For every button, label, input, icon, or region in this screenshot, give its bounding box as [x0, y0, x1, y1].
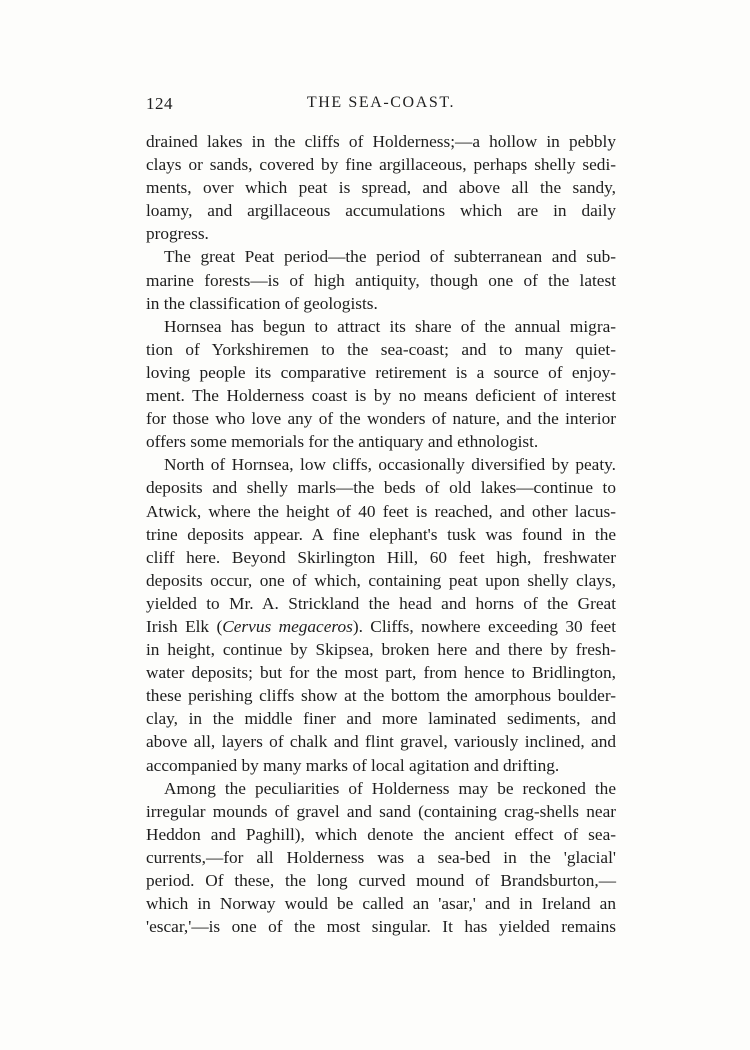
text-line: these perishing cliffs show at the bottom the amorphous boulder- — [146, 686, 616, 706]
text-line: above all, layers of chalk and flint gravel, variously inclined, and — [146, 732, 616, 752]
text-line: drained lakes in the cliffs of Holderness;—a hollow in pebbly — [146, 132, 616, 151]
text-fragment: Irish Elk ( — [146, 616, 223, 636]
text-line: clays or sands, covered by fine argillaceous, perhaps shelly sedi- — [146, 155, 616, 175]
page-number: 124 — [146, 94, 173, 113]
text-line: Among the peculiarities of Holderness may be reckoned the — [164, 778, 616, 798]
text-line: in the classification of geologists. — [146, 293, 378, 313]
page-title: THE SEA-COAST. — [306, 94, 456, 111]
text-line: clay, in the middle finer and more laminated sediments, and — [146, 709, 616, 729]
paragraph-1 — [146, 130, 616, 245]
paragraph-3 — [146, 315, 616, 454]
text-line: period. Of these, the long curved mound of Brandsburton,— — [146, 871, 616, 890]
paragraph-5 — [146, 777, 616, 939]
paragraph-4 — [146, 453, 616, 776]
text-line: in height, continue by Skipsea, broken here and there by fresh- — [146, 640, 616, 660]
text-line: yielded to Mr. A. Strickland the head and horns of the Great — [146, 593, 616, 613]
text-fragment: ). Cliffs, nowhere exceeding 30 feet — [352, 616, 616, 636]
running-head — [146, 94, 616, 118]
text-line: Atwick, where the height of 40 feet is reached, and other lacus- — [146, 501, 616, 521]
text-line: irregular mounds of gravel and sand (containing crag-shells near — [146, 801, 616, 821]
text-line: which in Norway would be called an 'asar,' and in Ireland an — [146, 894, 616, 914]
text-line: loving people its comparative retirement is a source of enjoy- — [146, 362, 616, 382]
text-line: marine forests—is of high antiquity, though one of the latest — [146, 270, 616, 290]
text-line: progress. — [146, 224, 209, 244]
text-line: currents,—for all Holderness was a sea-bed in the 'glacial' — [146, 847, 616, 867]
text-line: Hornsea has begun to attract its share of the annual migra- — [164, 316, 616, 336]
text-line: trine deposits appear. A fine elephant's tusk was found in the — [146, 524, 616, 544]
text-line: accompanied by many marks of local agitation and drifting. — [146, 755, 560, 775]
text-line: deposits and shelly marls—the beds of old lakes—continue to — [146, 478, 616, 498]
text-line: ments, over which peat is spread, and above all the sandy, — [146, 178, 616, 198]
species-name: Cervus megaceros — [222, 616, 353, 636]
text-line: deposits occur, one of which, containing peat upon shelly clays, — [146, 570, 616, 590]
text-line: for those who love any of the wonders of nature, and the interior — [146, 409, 616, 429]
text-line: 'escar,'—is one of the most singular. It has yielded remains — [146, 917, 616, 937]
paragraph-2 — [146, 245, 616, 314]
text-line: ment. The Holderness coast is by no means deficient of interest — [146, 386, 616, 406]
text-line: North of Hornsea, low cliffs, occasionally diversified by peaty. — [164, 455, 616, 475]
text-line: offers some memorials for the antiquary and ethnologist. — [146, 432, 539, 452]
text-line: The great Peat period—the period of subterranean and sub- — [164, 247, 616, 267]
body-text — [146, 130, 616, 938]
text-line: tion of Yorkshiremen to the sea-coast; and to many quiet- — [146, 339, 616, 359]
text-line: loamy, and argillaceous accumulations which are in daily — [146, 201, 616, 221]
text-line: water deposits; but for the most part, from hence to Bridlington, — [146, 663, 616, 683]
text-line: Heddon and Paghill), which denote the ancient effect of sea- — [146, 824, 616, 844]
text-line-with-italic — [146, 615, 616, 638]
text-line: cliff here. Beyond Skirlington Hill, 60 feet high, freshwater — [146, 547, 616, 567]
